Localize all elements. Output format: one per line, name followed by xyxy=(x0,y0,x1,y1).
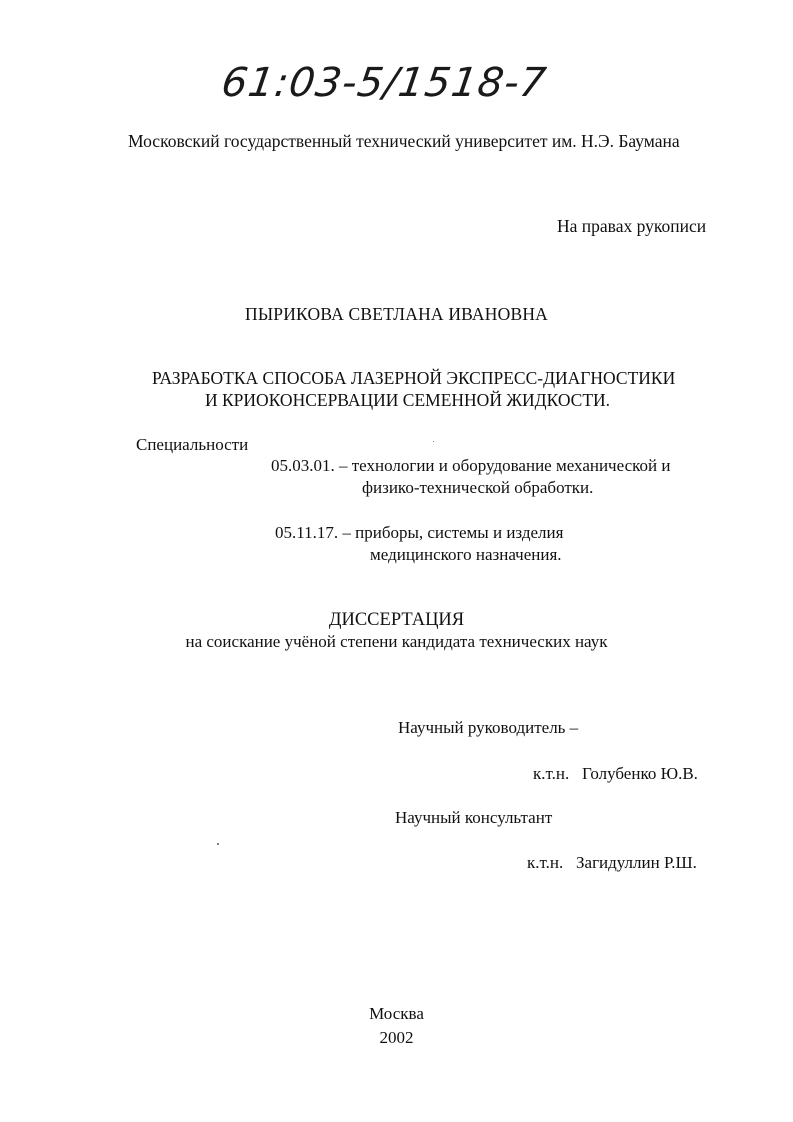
manuscript-rights-note: На правах рукописи xyxy=(557,216,707,236)
thesis-title-line-1: РАЗРАБОТКА СПОСОБА ЛАЗЕРНОЙ ЭКСПРЕСС-ДИАГНОСТИКИ xyxy=(152,368,676,388)
specialties-label: Специальности xyxy=(136,435,249,454)
thesis-title-line-2: И КРИОКОНСЕРВАЦИИ СЕМЕННОЙ ЖИДКОСТИ. xyxy=(205,390,611,410)
dissertation-heading: ДИССЕРТАЦИЯ xyxy=(328,610,465,630)
supervisor-name: к.т.н. Голубенко Ю.В. xyxy=(533,764,698,783)
scan-speck xyxy=(217,843,219,845)
year: 2002 xyxy=(379,1028,414,1047)
specialty-2-line-1: 05.11.17. – приборы, системы и изделия xyxy=(275,523,564,542)
university-name: Московский государственный технический университет им. Н.Э. Баумана xyxy=(128,131,680,151)
specialty-1-line-1: 05.03.01. – технологии и оборудование механической и xyxy=(271,456,671,475)
dissertation-degree-line: на соискание учёной степени кандидата технических наук xyxy=(185,632,608,651)
author-name: ПЫРИКОВА СВЕТЛАНА ИВАНОВНА xyxy=(244,304,548,324)
consultant-name: к.т.н. Загидуллин Р.Ш. xyxy=(527,853,697,872)
city: Москва xyxy=(369,1004,424,1023)
scan-speck xyxy=(433,441,434,442)
supervisor-label: Научный руководитель – xyxy=(398,718,579,737)
specialty-1-line-2: физико-технической обработки. xyxy=(362,478,594,497)
catalog-stamp-handwritten: 61:03-5/1518-7 xyxy=(218,60,550,106)
specialty-2-line-2: медицинского назначения. xyxy=(370,545,562,564)
consultant-label: Научный консультант xyxy=(395,808,553,827)
